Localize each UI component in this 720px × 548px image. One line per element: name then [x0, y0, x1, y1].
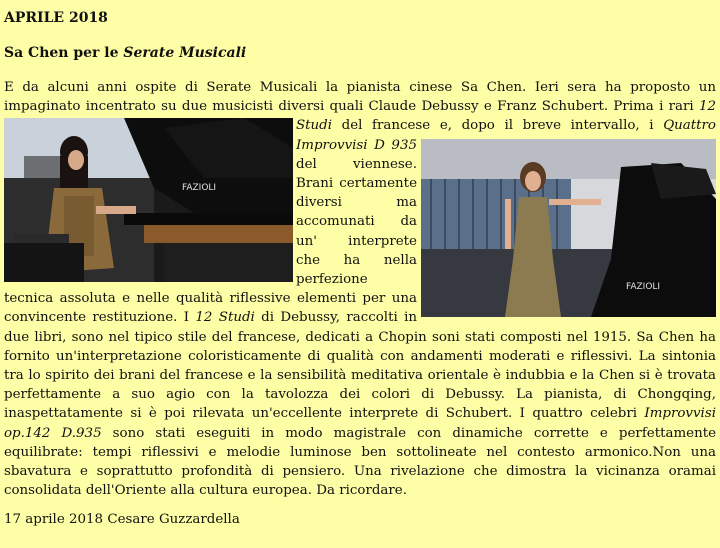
article-text-2: del francese e, dopo il breve intervallo, i	[332, 118, 664, 134]
article-body	[4, 78, 716, 500]
piano-logo-right: FAZIOLI	[626, 281, 661, 292]
article-italic-3: 12 Studi	[195, 310, 255, 326]
article-text-5: sono stati eseguiti in modo magistrale con dinamiche corrette e perfettamente equilibrate: tempi riflessivi e melodie luminose ben sottolineate nel contesto armonico.Non una sbavatura e soprattutto profondità di pensiero. Una rivelazione che dimostra la vicinanza oramai consolidata dell'Oriente alla cultura europea. Da ricordare.	[4, 425, 716, 499]
article-text-3: del viennese. Brani certamente diversi ma accomunati da un' interprete che ha nella perfezione tecnica assoluta e nelle qualità riflessive elementi per una convincente restituzione. I	[4, 156, 417, 326]
post-title	[4, 45, 246, 61]
piano-logo-left: FAZIOLI	[182, 183, 217, 194]
article-text-1: E da alcuni anni ospite di Serate Musicali la pianista cinese Sa Chen. Ieri sera ha proposto un impaginato incentrato su due musicisti diversi quali Claude Debussy e Franz Schubert. Prima i rari	[4, 80, 716, 115]
article-italic-4: Improvvisi op.142 D.935	[4, 406, 716, 441]
article-italic-2: Quattro Improvvisi D 935	[296, 118, 716, 153]
photo-pianist-standing	[421, 139, 716, 317]
photo-pianist-at-piano	[4, 118, 293, 282]
article-text-4: di Debussy, raccolti in due libri, sono nel tipico stile del francese, dedicati a Chopin soni stati composti nel 1915. Sa Chen ha fornito un'interpretazione coloristicamente di qualità con andamenti moderati e riflessivi. La sintonia tra lo spirito dei brani del francese e la sensibilità meditativa orientale è indubbia e la Chen si è trovata perfettamente a suo agio con la tavolozza dei colori di Debussy. La pianista, di Chongqing, inaspettatamente si è poi rilevata un'eccellente interprete di Schubert. I quattro celebri	[4, 310, 716, 422]
article-italic-1: 12 Studi	[296, 99, 716, 134]
post-date-heading: APRILE 2018	[4, 10, 108, 26]
post-title-italic: Serate Musicali	[123, 45, 247, 61]
article-byline: 17 aprile 2018 Cesare Guzzardella	[4, 512, 240, 527]
post-title-prefix: Sa Chen per le	[4, 45, 124, 61]
